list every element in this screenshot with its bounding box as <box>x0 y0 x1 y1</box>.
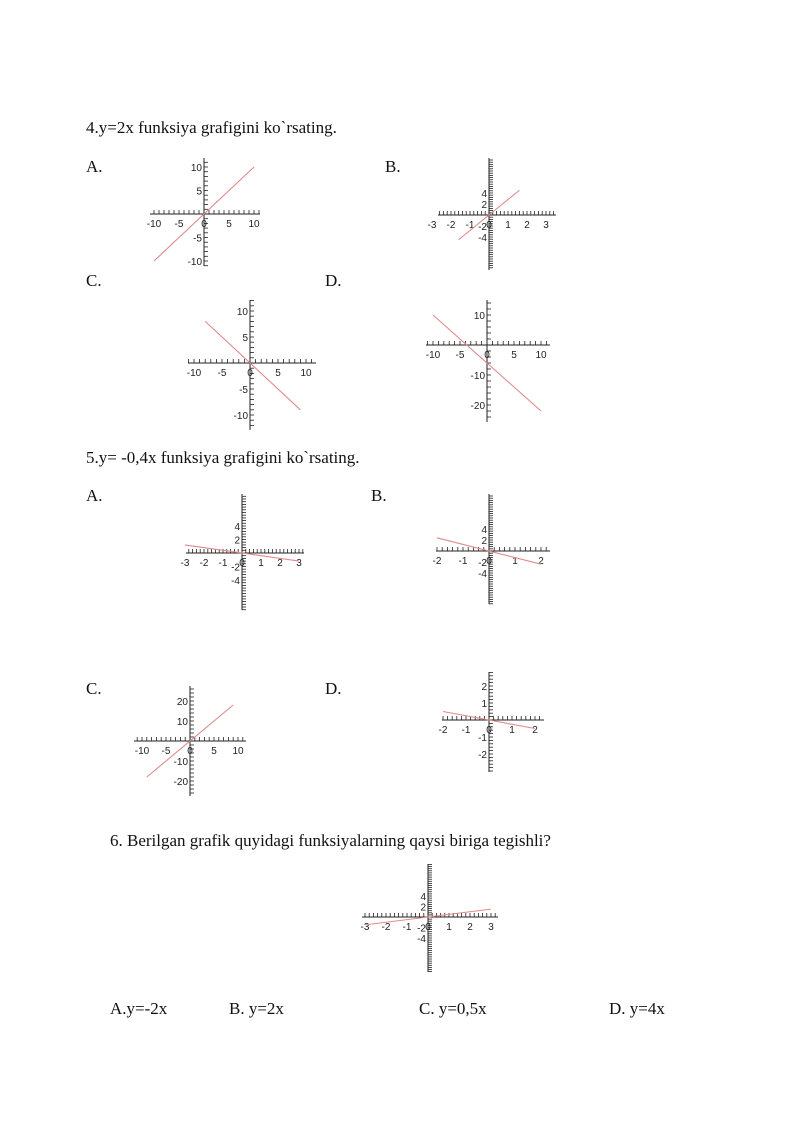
x-tick-label: 10 <box>232 746 244 757</box>
y-tick-label: 2 <box>481 200 487 211</box>
x-tick-label: -10 <box>146 219 162 230</box>
x-tick-label: -5 <box>455 350 465 361</box>
y-tick-label: 10 <box>236 307 248 318</box>
y-tick-label: 1 <box>481 699 487 710</box>
q6-answer-a[interactable]: A.y=-2x <box>110 999 168 1018</box>
x-tick-label: 1 <box>505 220 511 231</box>
y-tick-label: -10 <box>233 411 248 422</box>
y-tick-label: 20 <box>176 697 188 708</box>
x-tick-label: -10 <box>186 368 202 379</box>
x-tick-label: -1 <box>461 725 471 736</box>
question-4-text: 4.y=2x funksiya grafigini ko`rsating. <box>86 118 337 137</box>
x-tick-label: 10 <box>535 350 547 361</box>
q4-graph-c <box>188 300 316 430</box>
y-tick-label: 5 <box>196 186 202 198</box>
x-tick-label: -2 <box>432 556 442 567</box>
x-tick-label: 0 <box>486 725 492 736</box>
y-tick-label: -2 <box>478 558 487 569</box>
question-5-text: 5.y= -0,4x funksiya grafigini ko`rsating. <box>86 448 360 467</box>
x-tick-label: 0 <box>484 350 490 361</box>
y-tick-label: -1 <box>478 733 487 744</box>
q4-option-b-label: B. <box>385 157 401 176</box>
y-tick-label: -5 <box>193 233 202 245</box>
q4-graph-a <box>146 158 260 268</box>
function-line <box>205 321 300 409</box>
q5-option-d-label: D. <box>325 679 342 698</box>
x-tick-label: 5 <box>275 368 281 379</box>
x-tick-label: 1 <box>512 556 518 567</box>
y-tick-label: -4 <box>417 934 426 945</box>
x-tick-label: -3 <box>360 922 370 933</box>
x-tick-label: 3 <box>488 922 494 933</box>
x-tick-label: -5 <box>217 368 227 379</box>
x-tick-label: 3 <box>296 558 302 569</box>
y-tick-label: 2 <box>420 902 426 914</box>
q5-graph-d <box>438 672 544 772</box>
y-tick-label: -10 <box>187 257 202 268</box>
y-tick-label: -2 <box>478 222 487 233</box>
x-tick-label: -5 <box>161 746 171 757</box>
x-tick-label: 2 <box>277 558 283 569</box>
y-tick-label: 10 <box>190 163 202 174</box>
x-tick-label: 1 <box>446 922 452 933</box>
x-tick-label: -2 <box>199 558 209 569</box>
y-tick-label: -10 <box>470 371 485 382</box>
y-tick-label: -2 <box>478 750 487 761</box>
q4-option-d-label: D. <box>325 271 342 290</box>
q5-option-a-label: A. <box>86 486 103 505</box>
x-tick-label: 10 <box>300 368 312 379</box>
x-tick-label: 1 <box>258 558 264 569</box>
y-tick-label: 4 <box>420 892 426 903</box>
x-tick-label: -1 <box>465 220 475 231</box>
y-tick-label: -4 <box>478 569 487 580</box>
x-tick-label: -1 <box>458 556 468 567</box>
x-tick-label: -3 <box>427 220 437 231</box>
x-tick-label: 0 <box>201 219 207 230</box>
x-tick-label: 0 <box>425 922 431 933</box>
x-tick-label: 5 <box>211 746 217 757</box>
x-tick-label: 2 <box>532 725 538 736</box>
question-6-text: 6. Berilgan grafik quyidagi funksiyalarning qaysi biriga tegishli? <box>110 831 551 850</box>
x-tick-label: 0 <box>187 746 193 757</box>
y-tick-label: 10 <box>176 717 188 728</box>
x-tick-label: 3 <box>543 220 549 231</box>
x-tick-label: -10 <box>425 350 441 361</box>
q6-answer-b[interactable]: B. y=2x <box>229 999 284 1018</box>
x-tick-label: -1 <box>218 558 228 569</box>
q5-graph-b <box>432 494 550 604</box>
y-tick-label: -2 <box>231 562 240 574</box>
x-tick-label: 5 <box>226 219 232 230</box>
x-tick-label: -2 <box>438 725 448 736</box>
y-tick-label: -2 <box>417 923 426 935</box>
q6-answer-c[interactable]: C. y=0,5x <box>419 999 487 1018</box>
x-tick-label: -2 <box>381 922 391 933</box>
q6-graph <box>362 864 498 972</box>
x-tick-label: -1 <box>402 922 412 933</box>
y-tick-label: -10 <box>173 757 188 768</box>
y-tick-label: 4 <box>481 189 487 200</box>
x-tick-label: 2 <box>467 922 473 933</box>
q5-option-b-label: B. <box>371 486 387 505</box>
x-tick-label: 2 <box>524 220 530 231</box>
q6-answer-d[interactable]: D. y=4x <box>609 999 665 1018</box>
x-tick-label: 0 <box>247 368 253 379</box>
x-tick-label: -10 <box>134 746 150 757</box>
y-tick-label: -5 <box>239 385 248 396</box>
x-tick-label: 0 <box>486 220 492 231</box>
x-tick-label: 1 <box>509 725 515 736</box>
q4-graph-b-real <box>427 158 556 270</box>
x-tick-label: -3 <box>180 558 190 569</box>
y-tick-label: -4 <box>478 233 487 244</box>
y-tick-label: 4 <box>481 525 487 536</box>
x-tick-label: 5 <box>511 350 517 361</box>
q5-graph-c <box>134 686 246 796</box>
x-tick-label: -5 <box>174 219 184 230</box>
y-tick-label: 4 <box>234 522 240 533</box>
x-tick-label: 10 <box>248 219 260 230</box>
x-tick-label: 2 <box>538 556 544 567</box>
y-tick-label: 2 <box>481 536 487 547</box>
q5-graph-a <box>180 494 304 610</box>
y-tick-label: 10 <box>473 311 485 322</box>
x-tick-label: 0 <box>239 558 245 569</box>
x-tick-label: 0 <box>486 556 492 567</box>
q4-graph-d <box>426 300 550 422</box>
q4-option-a-label: A. <box>86 157 103 176</box>
y-tick-label: 5 <box>242 333 248 344</box>
x-tick-label: -2 <box>446 220 456 231</box>
q4-option-c-label: C. <box>86 271 102 290</box>
y-tick-label: -20 <box>173 777 188 788</box>
y-tick-label: 2 <box>234 535 240 547</box>
y-tick-label: -4 <box>231 576 240 587</box>
y-tick-label: 2 <box>481 682 487 693</box>
y-tick-label: -20 <box>470 401 485 412</box>
q5-option-c-label: C. <box>86 679 102 698</box>
